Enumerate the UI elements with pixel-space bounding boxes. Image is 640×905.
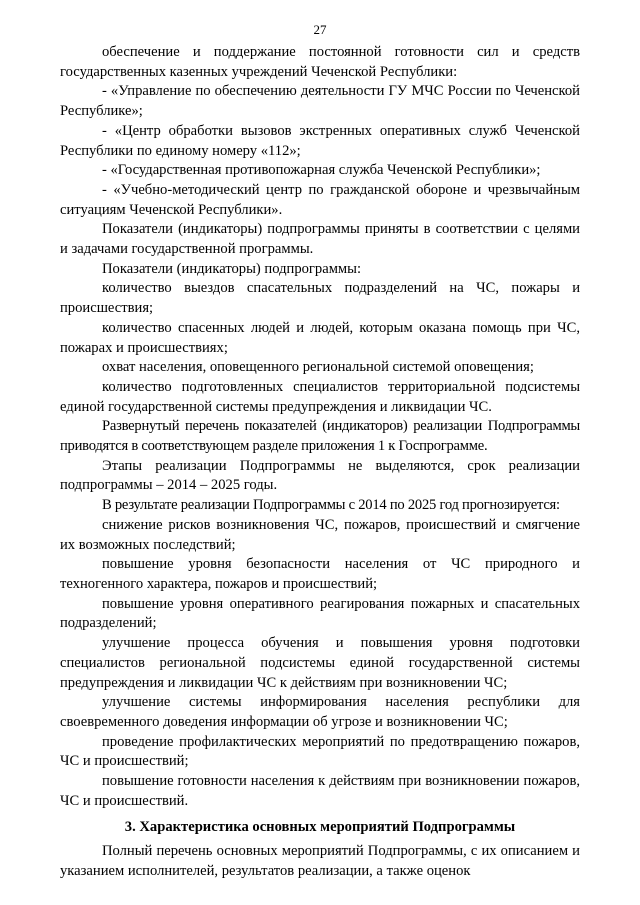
section-heading: 3. Характеристика основных мероприятий Подпрограммы xyxy=(124,819,516,836)
paragraph-indicators-list: Развернутый перечень показателей (индикаторов) реализации Подпрограммы приводятся в соответствующем разделе приложения 1 к Госпрограмме. xyxy=(60,418,580,455)
result-safety-increase: повышение уровня безопасности населения от ЧС природного и техногенного характера, пожаров и происшествий; xyxy=(60,556,580,592)
list-item-112-center: - «Центр обработки вызовов экстренных оперативных служб Чеченской Республики по единому номеру «112»; xyxy=(60,122,580,159)
indicator-rescue-trips: количество выездов спасательных подразделений на ЧС, пожары и происшествия; xyxy=(60,280,580,317)
list-item-mchs-directorate: - «Управление по обеспечению деятельности ГУ МЧС России по Чеченской Республике»; xyxy=(60,83,580,120)
list-item-fire-service: - «Государственная противопожарная служба Чеченской Республики»; xyxy=(102,162,541,179)
paragraph-stages: Этапы реализации Подпрограммы не выделяются, срок реализации подпрограммы – 2014 – 2025 годы. xyxy=(60,457,580,494)
result-training-improvement: улучшение процесса обучения и повышения уровня подготовки специалистов региональной подсистемы единой государственной системы предупреждения и ликвидации ЧС к действиям при возникновении ЧС; xyxy=(60,635,580,691)
paragraph-expected-results: В результате реализации Подпрограммы с 2014 по 2025 год прогнозируется: xyxy=(102,497,560,514)
page-number: 27 xyxy=(313,22,327,37)
indicator-trained-specialists: количество подготовленных специалистов территориальной подсистемы единой государственной системы предупреждения и ликвидации ЧС. xyxy=(60,378,580,415)
paragraph-intro: обеспечение и поддержание постоянной готовности сил и средств государственных казенных учреждений Чеченской Республики: xyxy=(60,44,580,80)
result-response-improvement: повышение уровня оперативного реагирования пожарных и спасательных подразделений; xyxy=(60,595,580,632)
paragraph-full-list: Полный перечень основных мероприятий Подпрограммы, с их описанием и указанием исполнителей, результатов реализации, а также оценок xyxy=(60,843,580,879)
document-body xyxy=(60,43,580,882)
result-risk-reduction: снижение рисков возникновения ЧС, пожаров, происшествий и смягчение их возможных последствий; xyxy=(60,516,580,553)
result-readiness: повышение готовности населения к действиям при возникновении пожаров, ЧС и происшествий. xyxy=(60,773,580,809)
paragraph-indicators-header: Показатели (индикаторы) подпрограммы: xyxy=(102,260,362,277)
indicator-rescued-people: количество спасенных людей и людей, которым оказана помощь при ЧС, пожарах и происшествиях; xyxy=(60,319,580,356)
paragraph-indicators-accepted: Показатели (индикаторы) подпрограммы приняты в соответствии с целями и задачами государственной программы. xyxy=(60,221,580,258)
result-prevention: проведение профилактических мероприятий по предотвращению пожаров, ЧС и происшествий; xyxy=(60,733,580,770)
result-informing-improvement: улучшение системы информирования населения республики для своевременного доведения информации об угрозе и возникновении ЧС; xyxy=(60,694,580,730)
indicator-population-coverage: охват населения, оповещенного региональной системой оповещения; xyxy=(102,359,534,376)
list-item-training-center: - «Учебно-методический центр по гражданской обороне и чрезвычайным ситуациям Чеченской Республики». xyxy=(60,181,580,218)
